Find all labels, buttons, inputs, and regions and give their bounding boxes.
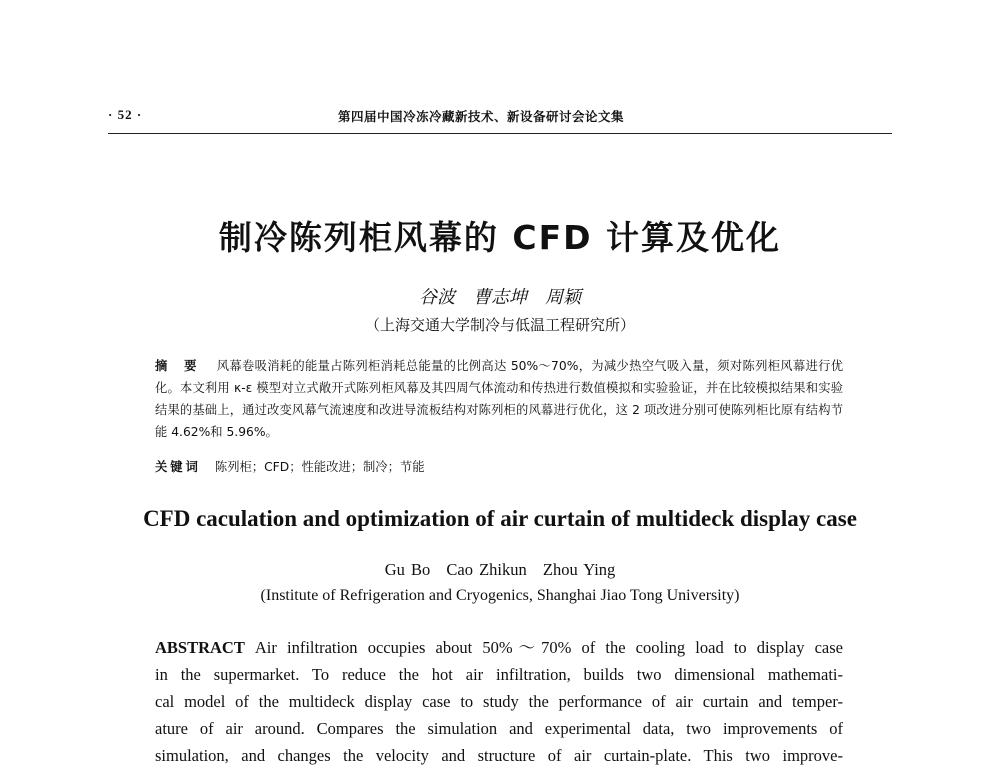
english-abstract-line: ature of air around. Compares the simulation and experimental data, two improvements of	[155, 719, 843, 738]
chinese-affiliation: （上海交通大学制冷与低温工程研究所）	[364, 316, 635, 334]
chinese-authors: 谷波 曹志坤 周颖	[419, 287, 581, 308]
english-abstract-label: ABSTRACT	[155, 638, 245, 657]
journal-title: 第四届中国冷冻冷藏新技术、新设备研讨会论文集	[338, 109, 625, 124]
english-author: Gu Bo	[384, 560, 431, 579]
english-abstract	[155, 634, 843, 769]
english-abstract-line: in the supermarket. To reduce the hot air infiltration, builds two dimensional mathemati-	[155, 665, 843, 684]
chinese-keywords-text: 陈列柜；CFD；性能改进；制冷；节能	[214, 460, 425, 474]
english-author: Zhou Ying	[542, 560, 616, 579]
chinese-abstract-label: 摘 要	[155, 359, 203, 373]
english-abstract-line: cal model of the multideck display case to study the performance of air curtain and temper-	[155, 692, 843, 711]
header-divider	[108, 133, 892, 134]
english-abstract-line	[155, 634, 843, 661]
english-author: Cao Zhikun	[446, 560, 527, 579]
english-abstract-line: simulation, and changes the velocity and structure of air curtain-plate. This two improve-	[155, 746, 843, 765]
chinese-abstract	[155, 355, 843, 443]
english-abstract-line-text: Air infiltration occupies about 50%～70% of the cooling load to display case	[254, 638, 843, 657]
english-title: CFD caculation and optimization of air curtain of multideck display case	[143, 506, 857, 531]
chinese-keywords	[155, 456, 843, 478]
running-header	[108, 107, 892, 131]
page-number: · 52 ·	[108, 107, 143, 122]
chinese-keywords-label: 关键词	[155, 460, 201, 474]
english-authors	[0, 560, 1000, 580]
chinese-title: 制冷陈列柜风幕的 CFD 计算及优化	[218, 218, 782, 257]
chinese-abstract-text: 风幕卷吸消耗的能量占陈列柜消耗总能量的比例高达 50%～70%，为减少热空气吸入量，须对陈列柜风幕进行优化。本文利用 κ-ε 模型对立式敞开式陈列柜风幕及其四周气体流动和传热进行数值模拟和实验验证，并在比较模拟结果和实验结果的基础上，通过改变风幕气流速度和改进导流板结构对陈列柜的风幕进行优化，这 2 项改进分别可使陈列柜比原有结构节能 4.62%和 5.96%。	[155, 359, 844, 439]
english-affiliation: (Institute of Refrigeration and Cryogenics, Shanghai Jiao Tong University)	[260, 587, 740, 604]
